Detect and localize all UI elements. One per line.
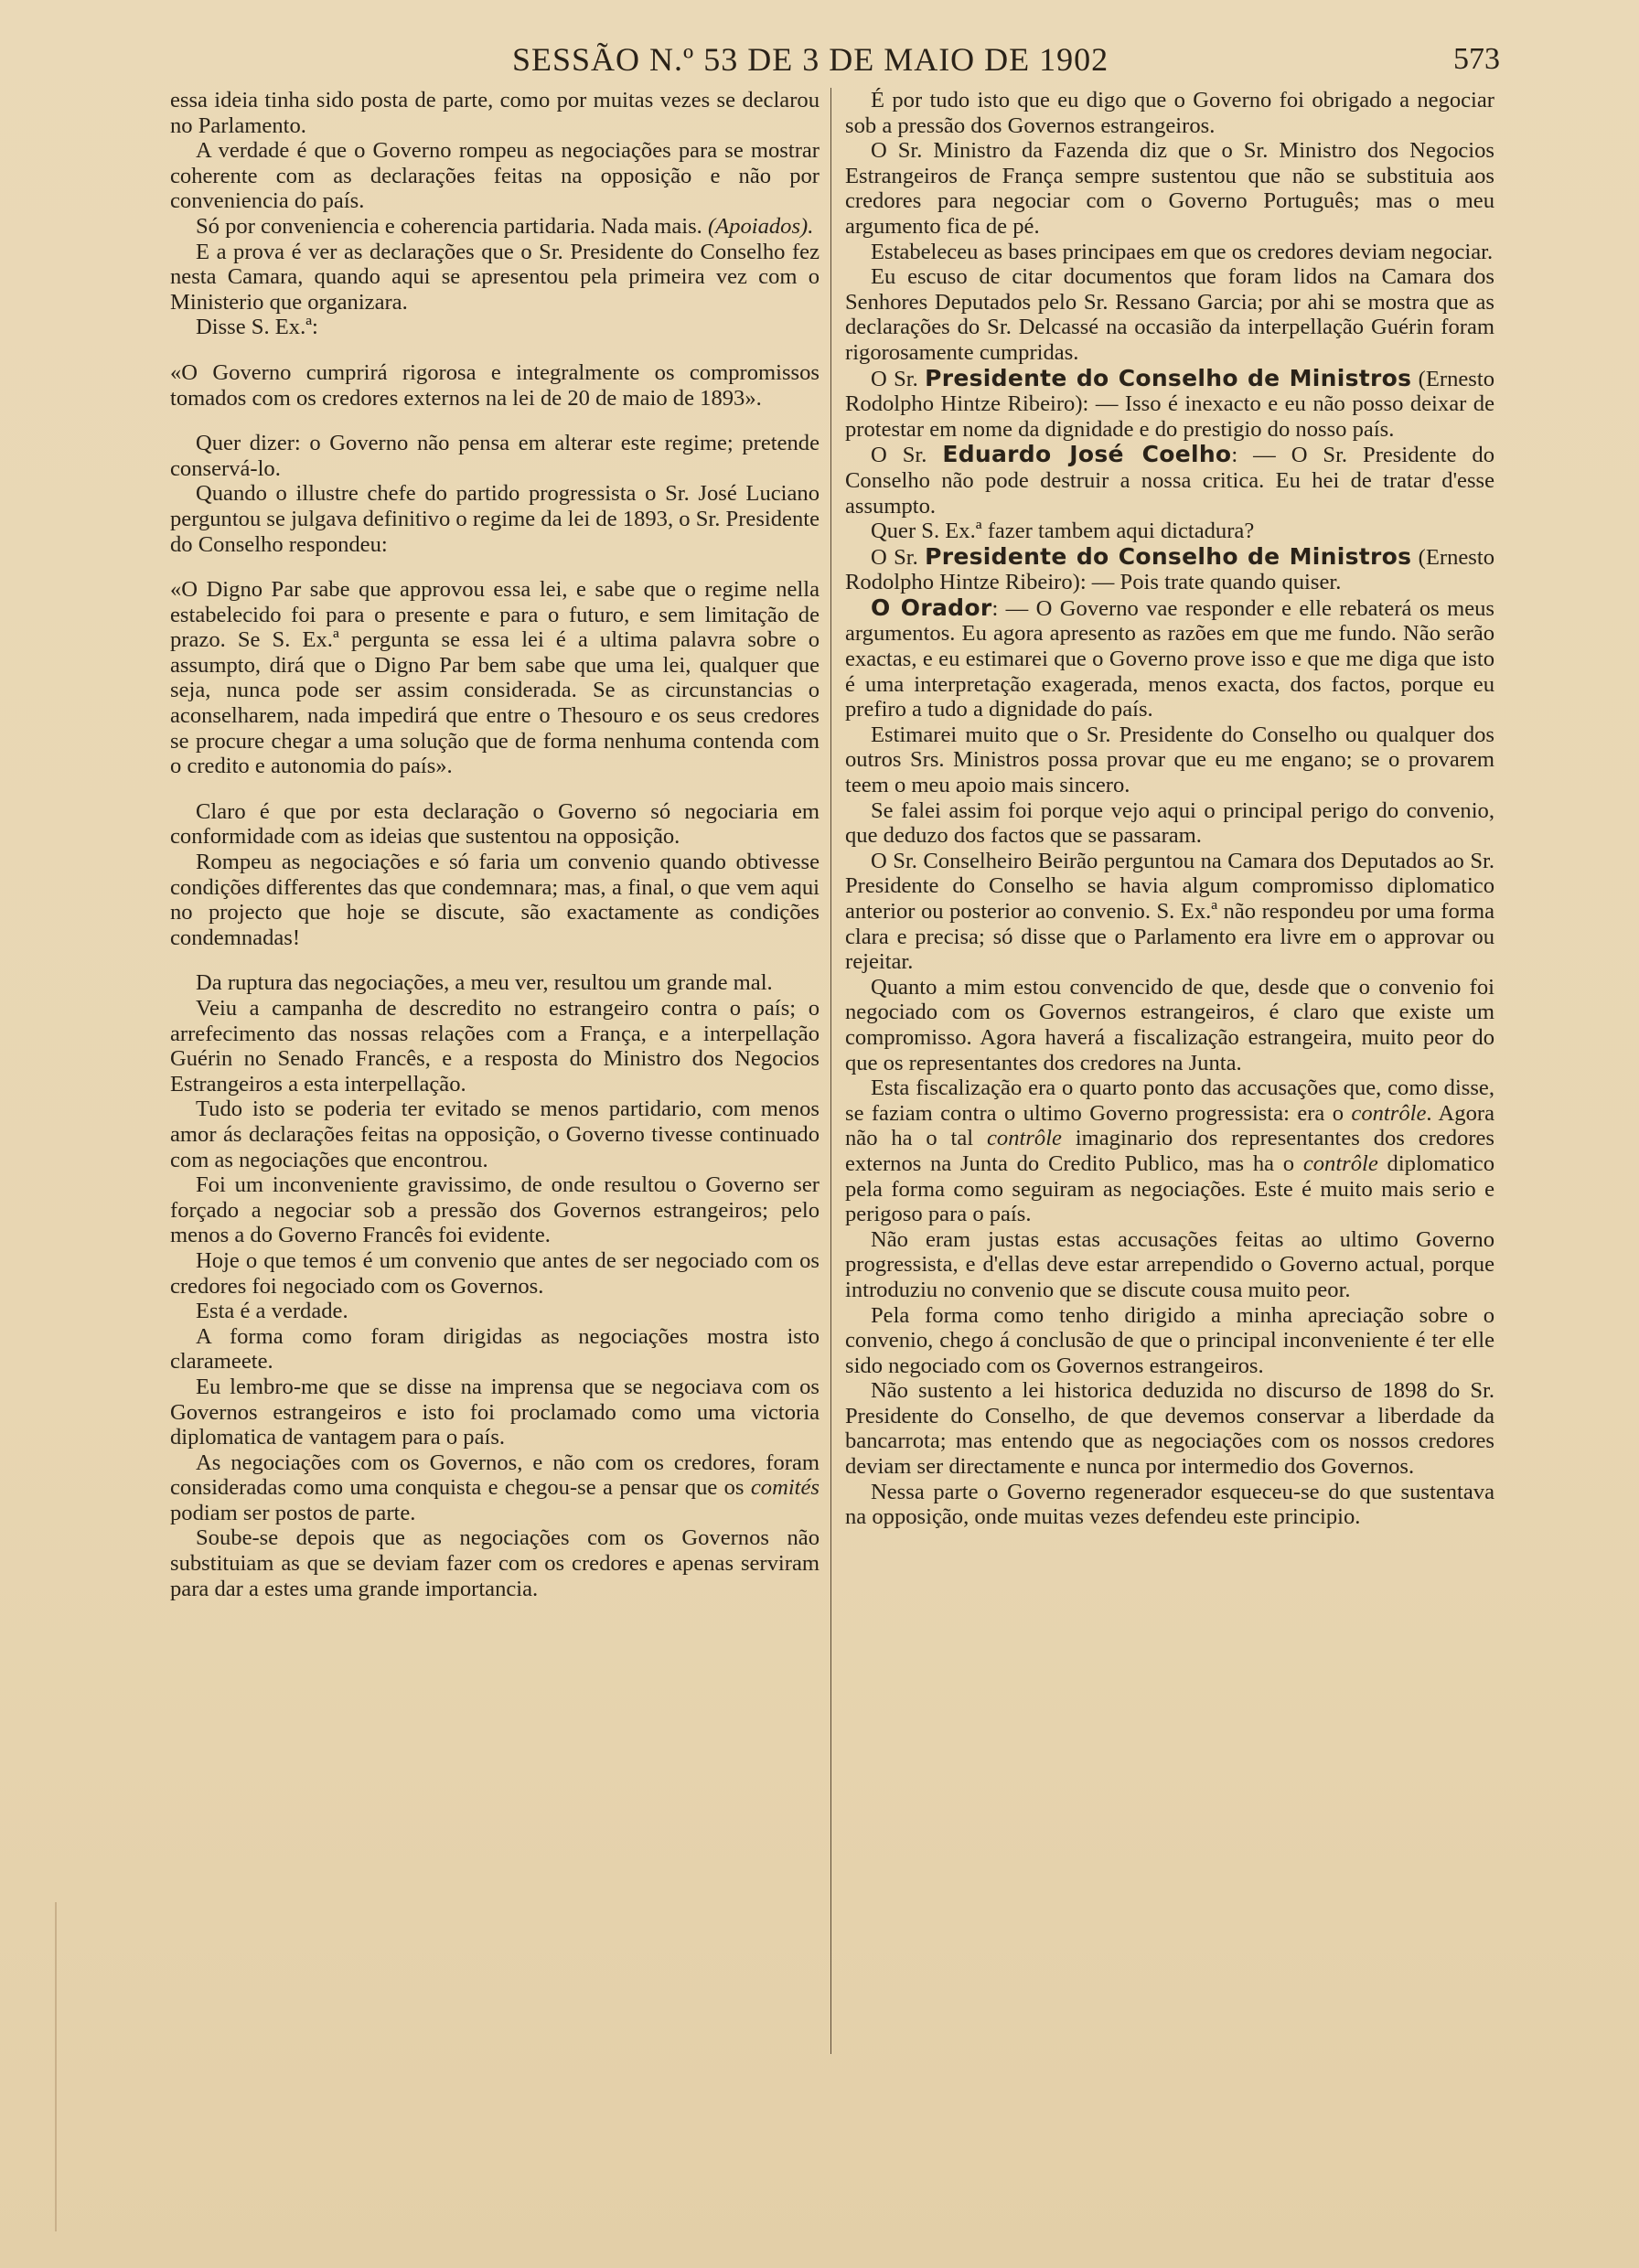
paragraph: Quando o illustre chefe do partido progressista o Sr. José Luciano perguntou se julgava definitivo o regime da lei de 1893, o Sr. Presidente do Conselho respondeu: xyxy=(170,481,820,557)
italic-term: contrôle xyxy=(986,1126,1062,1151)
session-title: SESSÃO N.º 53 DE 3 DE MAIO DE 1902 xyxy=(512,41,1109,78)
speaker-prefix: O Sr. xyxy=(871,544,918,570)
speech-text: : — O Governo vae responder e elle rebaterá os meus argumentos. Eu agora apresento as razões em que me fundo. Não serão exactas, e eu estimarei que o Governo prove isso e que me diga que isto é uma interpretação exagerada, menos exacta, dos factos, porque eu prefiro a tudo a dignidade do país. xyxy=(845,595,1494,722)
spacer xyxy=(170,950,820,970)
paragraph: O Sr. Conselheiro Beirão perguntou na Camara dos Deputados ao Sr. Presidente do Conselho se havia algum compromisso diplomatico anterior ou posterior ao convenio. S. Ex.ª não respondeu por uma forma clara e precisa; só disse que o Parlamento era livre em o approvar ou rejeitar. xyxy=(845,848,1494,975)
speech-paragraph xyxy=(845,442,1494,519)
paragraph-text: Só por conveniencia e coherencia partidaria. Nada mais. xyxy=(196,213,702,239)
paragraph: Eu lembro-me que se disse na imprensa que se negociava com os Governos estrangeiros e isto foi proclamado como uma victoria diplomatica de vantagem para o país. xyxy=(170,1374,820,1450)
paragraph: O Sr. Ministro da Fazenda diz que o Sr. Ministro dos Negocios Estrangeiros de França sempre sustentou que não se substituia aos credores para negociar com o Governo Português; mas o meu argumento fica de pé. xyxy=(845,138,1494,239)
paragraph-text: podiam ser postos de parte. xyxy=(170,1500,416,1525)
paragraph: Não sustento a lei historica deduzida no discurso de 1898 do Sr. Presidente do Conselho, de que devemos conservar a liberdade da bancarrota; mas entendo que as negociações com os nossos credores deviam ser directamente e nunca por intermedio dos Governos. xyxy=(845,1378,1494,1480)
paragraph: Pela forma como tenho dirigido a minha apreciação sobre o convenio, chego á conclusão de que o principal inconveniente é ter elle sido negociado com os Governos estrangeiros. xyxy=(845,1302,1494,1378)
italic-term: contrôle xyxy=(1302,1150,1378,1176)
paragraph: Veiu a campanha de descredito no estrangeiro contra o país; o arrefecimento das nossas relações com a França, e a interpellação Guérin no Senado Francês, e a resposta do Ministro dos Negocios Estrangeiros a esta interpellação. xyxy=(170,996,820,1097)
paragraph: Nessa parte o Governo regenerador esqueceu-se do que sustentava na opposição, onde muitas vezes defendeu este principio. xyxy=(845,1479,1494,1530)
paragraph: Quer S. Ex.ª fazer tambem aqui dictadura? xyxy=(871,519,1255,544)
speech-paragraph xyxy=(845,366,1494,443)
paragraph: Se falei assim foi porque vejo aqui o principal perigo do convenio, que deduzo dos factos que se passaram. xyxy=(845,797,1494,849)
paragraph xyxy=(170,1450,820,1526)
paragraph-text: As negociações com os Governos, e não com os credores, foram consideradas como uma conquista e chegou-se a pensar que os xyxy=(170,1450,820,1501)
paragraph: É por tudo isto que eu digo que o Governo foi obrigado a negociar sob a pressão dos Governos estrangeiros. xyxy=(845,88,1494,138)
speaker-name: Eduardo José Coelho xyxy=(942,441,1232,468)
speaker-name: Presidente do Conselho de Ministros xyxy=(925,542,1412,570)
paragraph: Rompeu as negociações e só faria um convenio quando obtivesse condições differentes das que condemnara; mas, a final, o que vem aqui no projecto que hoje se discute, são exactamente as condições condemnadas! xyxy=(170,850,820,950)
paragraph: Hoje o que temos é um convenio que antes de ser negociado com os credores foi negociado com os Governos. xyxy=(170,1247,820,1299)
speaker-prefix: O Sr. xyxy=(871,366,918,391)
speaker-prefix: O Sr. xyxy=(871,443,927,468)
speech-paragraph xyxy=(845,544,1494,595)
paragraph-text: . Agora não ha o tal xyxy=(845,1100,1494,1151)
speech-text: (Ernesto Rodolpho Hintze Ribeiro): — Pois trate quando quiser. xyxy=(845,544,1494,595)
paragraph: Estimarei muito que o Sr. Presidente do Conselho ou qualquer dos outros Srs. Ministros possa provar que eu me engano; se o provarem teem o meu apoio mais sincero. xyxy=(845,722,1494,798)
aside-apoiados: (Apoiados). xyxy=(707,213,814,239)
paragraph: Tudo isto se poderia ter evitado se menos partidario, com menos amor ás declarações feitas na opposição, o Governo tivesse continuado com as negociações que encontrou. xyxy=(170,1097,820,1172)
paragraph: Soube-se depois que as negociações com os Governos não substituiam as que se deviam fazer com os credores e apenas serviram para dar a estes uma grande importancia. xyxy=(170,1525,820,1601)
paragraph: Quer dizer: o Governo não pensa em alterar este regime; pretende conservá-lo. xyxy=(170,431,820,481)
paragraph: essa ideia tinha sido posta de parte, como por muitas vezes se declarou no Parlamento. xyxy=(170,88,820,138)
italic-term: comités xyxy=(750,1475,820,1501)
speaker-name: O Orador xyxy=(871,594,992,621)
paragraph-text: diplomatico pela forma como seguiram as negociações. Este é muito mais serio e perigoso para o país. xyxy=(845,1150,1494,1227)
quotation: «O Governo cumprirá rigorosa e integralmente os compromissos tomados com os credores externos na lei de 20 de maio de 1893». xyxy=(170,359,820,411)
paragraph: Não eram justas estas accusações feitas ao ultimo Governo progressista, e d'ellas deve estar arrependido o Governo actual, porque introduziu no convenio que se discute cousa muito peor. xyxy=(845,1226,1494,1302)
paragraph: Esta é a verdade. xyxy=(196,1299,348,1324)
italic-term: contrôle xyxy=(1351,1100,1427,1126)
paragraph-text: Esta fiscalização era o quarto ponto das accusações que, como disse, se faziam contra o ultimo Governo progressista: era o xyxy=(845,1075,1494,1126)
paragraph: Da ruptura das negociações, a meu ver, resultou um grande mal. xyxy=(196,970,773,996)
speech-text: : — O Sr. Presidente do Conselho não pode destruir a nossa critica. Eu hei de tratar d'esse assumpto. xyxy=(845,443,1495,519)
paragraph: A forma como foram dirigidas as negociações mostra isto clarameete. xyxy=(170,1323,820,1375)
quotation: «O Digno Par sabe que approvou essa lei, e sabe que o regime nella estabelecido foi para o presente e para o futuro, e sem limitação de prazo. Se S. Ex.ª pergunta se essa lei é a ultima palavra sobre o assumpto, dirá que o Digno Par bem sabe que uma lei, qualquer que seja, nunca pode ser assim considerada. Se as circunstancias o aconselharem, nada impedirá que entre o Thesouro e os seus credores se procure chegar a uma solução que de forma nenhuma contenda com o credito e autonomia do país». xyxy=(170,577,820,779)
paragraph xyxy=(845,1075,1494,1227)
paragraph xyxy=(170,214,820,240)
paragraph: Estabeleceu as bases principaes em que os credores deviam negociar. xyxy=(871,239,1494,264)
speech-text: (Ernesto Rodolpho Hintze Ribeiro): — Isso é inexacto e eu não posso deixar de protestar em nome da dignidade e do prestigio do nosso país. xyxy=(845,366,1494,442)
speech-paragraph xyxy=(845,595,1494,722)
paragraph: Quanto a mim estou convencido de que, desde que o convenio foi negociado com os Governos estrangeiros, é claro que existe um compromisso. Agora haverá a fiscalização estrangeira, muito peor do que os representantes dos credores na Junta. xyxy=(845,974,1494,1075)
speaker-name: Presidente do Conselho de Ministros xyxy=(925,364,1412,391)
paragraph-text: imaginario dos representantes dos credores externos na Junta do Credito Publico, mas ha o xyxy=(845,1126,1494,1176)
margin-mark xyxy=(55,1902,57,2231)
paragraph: A verdade é que o Governo rompeu as negociações para se mostrar coherente com as declarações feitas na opposição e não por conveniencia do país. xyxy=(170,138,820,214)
page-number: 573 xyxy=(1453,42,1500,76)
paragraph: Claro é que por esta declaração o Governo só negociaria em conformidade com as ideias que sustentou na opposição. xyxy=(170,798,820,850)
paragraph: E a prova é ver as declarações que o Sr. Presidente do Conselho fez nesta Camara, quando aqui se apresentou pela primeira vez com o Ministerio que organizara. xyxy=(170,239,820,315)
paragraph: Foi um inconveniente gravissimo, de onde resultou o Governo ser forçado a negociar sob a pressão dos Governos estrangeiros; pelo menos a do Governo Francês foi evidente. xyxy=(170,1172,820,1248)
right-column xyxy=(845,88,1494,1530)
paragraph: Eu escuso de citar documentos que foram lidos na Camara dos Senhores Deputados pelo Sr. Ressano Garcia; por ahi se mostra que as declarações do Sr. Delcassé na occasião da interpellação Guérin foram rigorosamente cumpridas. xyxy=(845,264,1494,365)
column-divider xyxy=(830,88,831,2054)
page-header xyxy=(165,40,1500,86)
left-column xyxy=(170,88,820,1601)
paragraph: Disse S. Ex.ª: xyxy=(196,315,318,340)
